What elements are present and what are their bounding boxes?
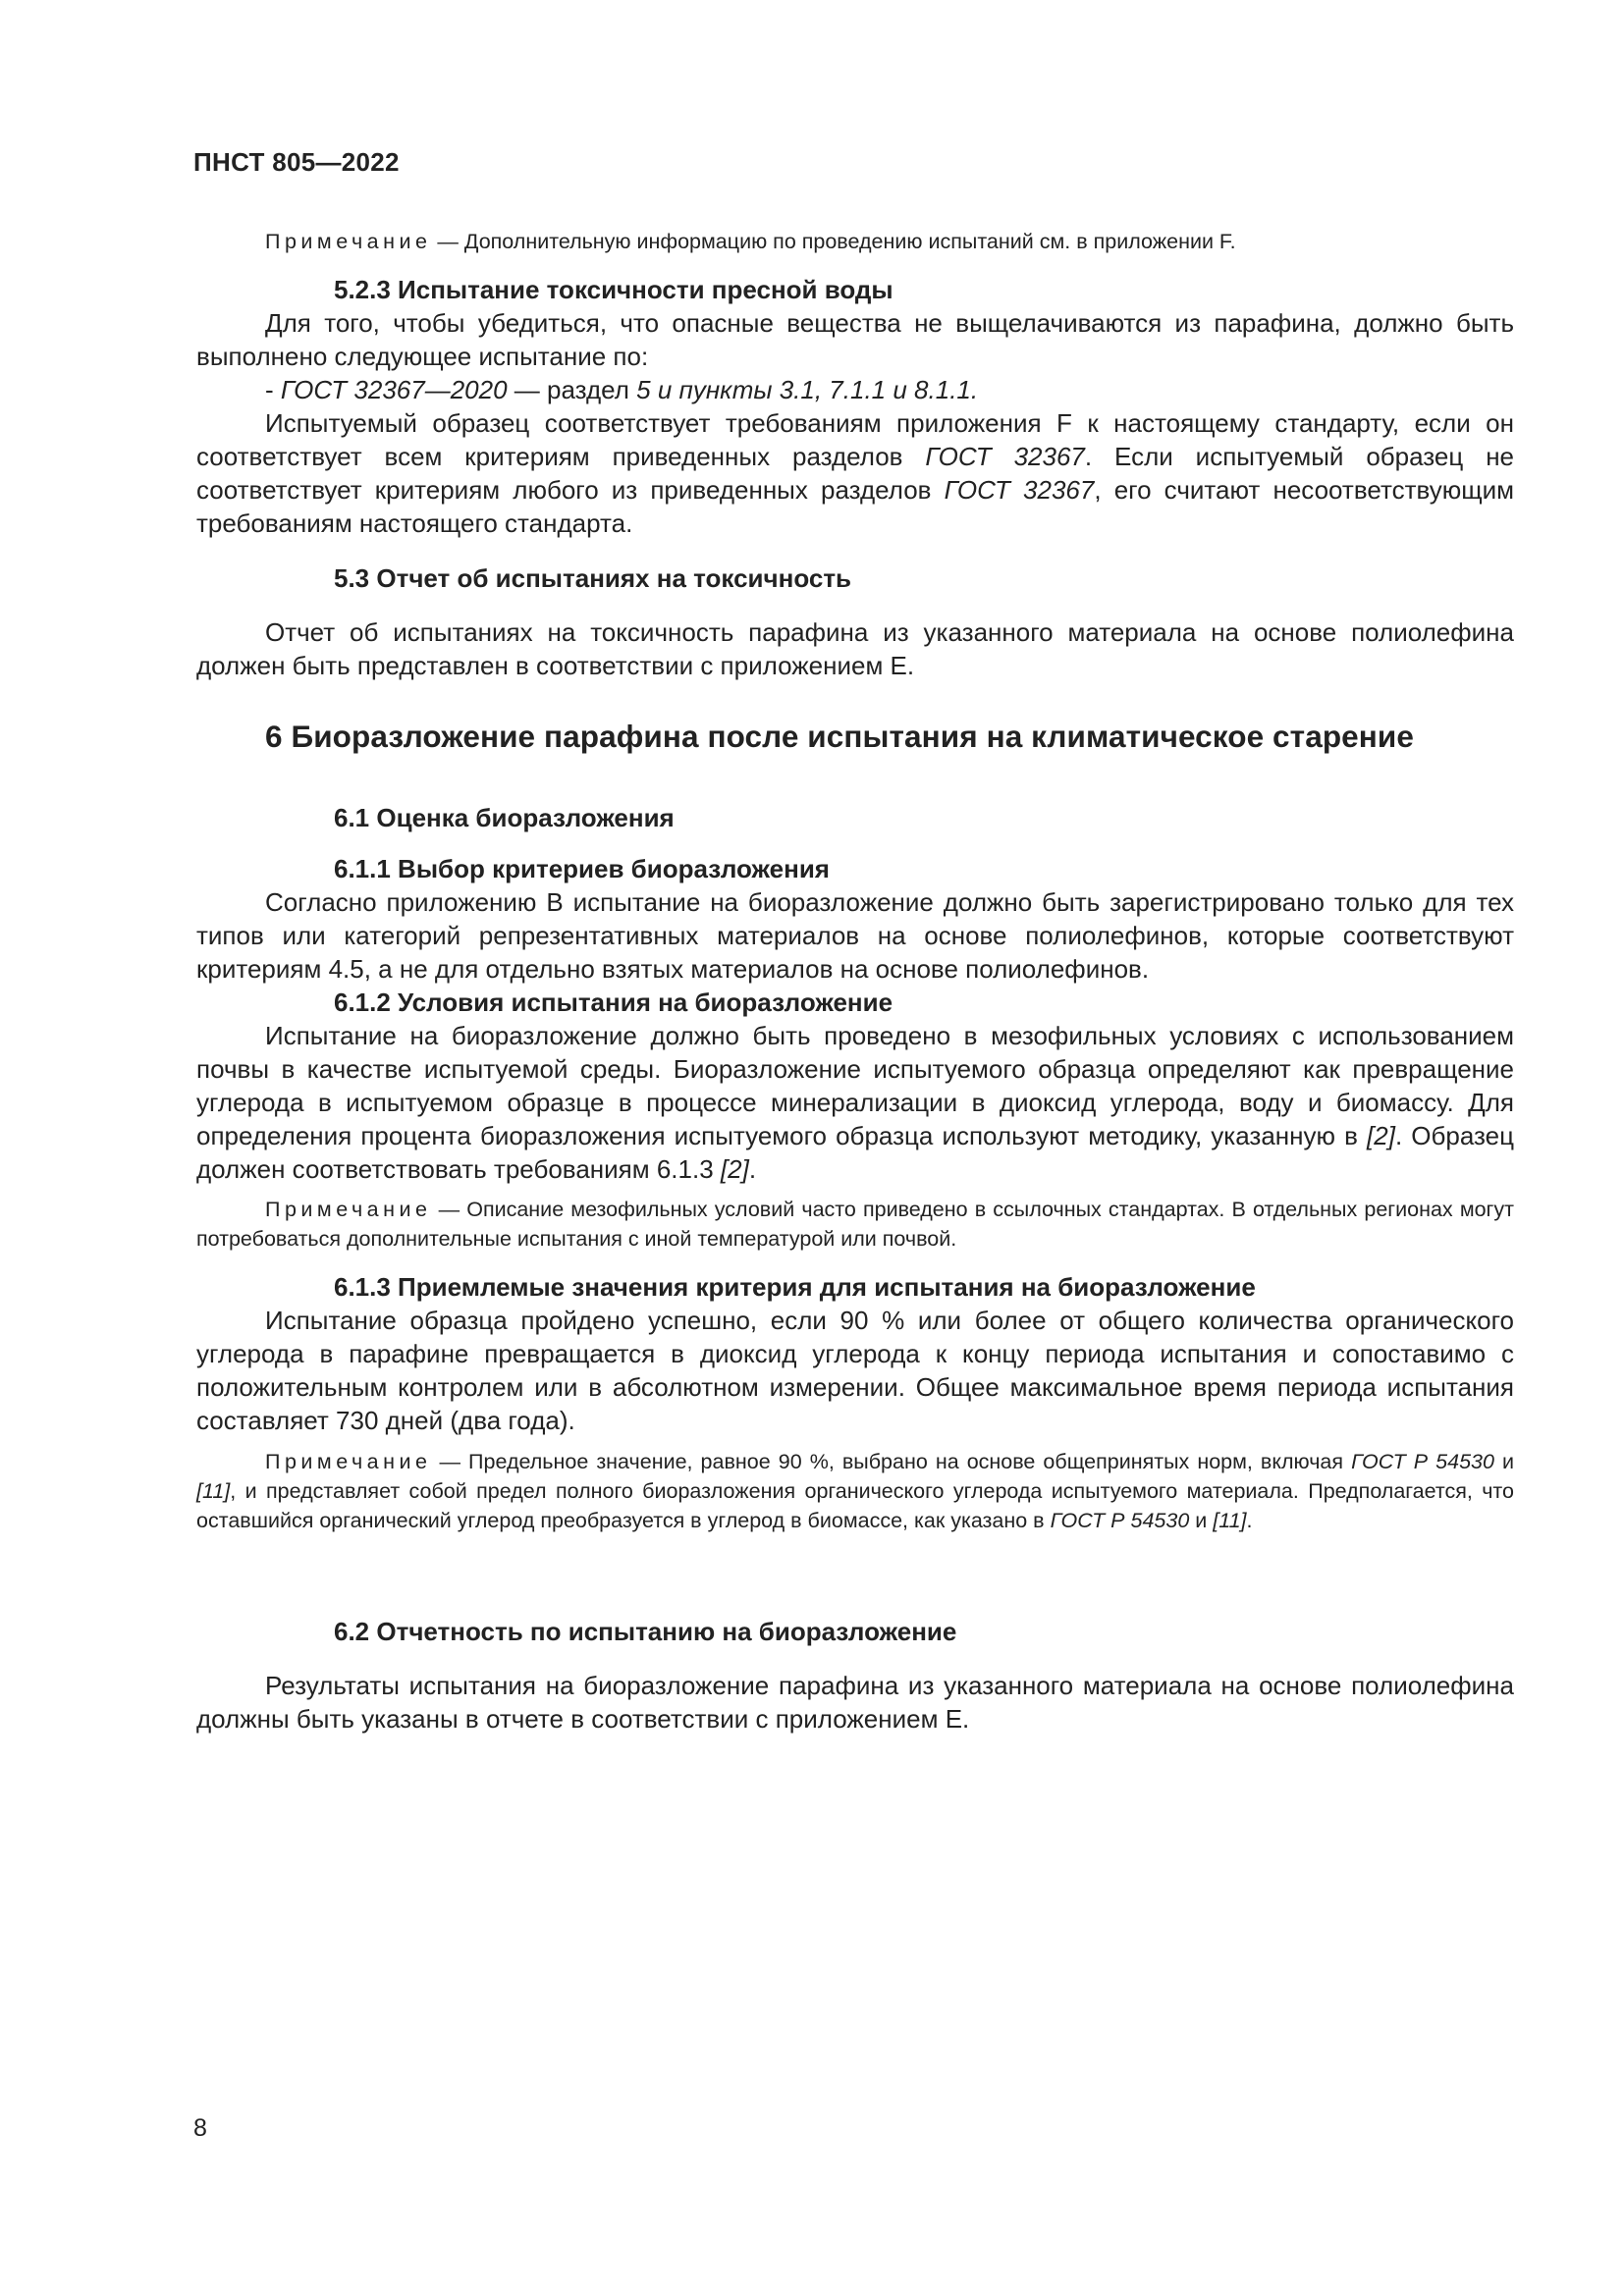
section-title: 6.1.2 Условия испытания на биоразложение <box>334 988 893 1017</box>
standard-reference: ГОСТ 32367 <box>944 475 1095 505</box>
section-6-1-3 <box>196 1270 1514 1437</box>
note-label: Примечание <box>265 1198 432 1221</box>
note-text: — Описание мезофильных условий часто приведено в ссылочных стандартах. В отдельных регионах могут потребоваться дополнительные испытания с иной температурой или почвой. <box>196 1198 1514 1251</box>
paragraph: Испытание на биоразложение должно быть проведено в мезофильных условиях с использованием почвы в качестве испытуемой среды. Биоразложение испытуемого образца определяют как превращение углерода в испытуемом образце в процессе минерализации в диоксид углерода, воду и биомассу. Для определения процента биоразложения испытуемого образца используют методику, указанную в [2]. Образец должен соответствовать требованиям 6.1.3 [2]. <box>196 1021 1515 1184</box>
section-title: 6.1 Оценка биоразложения <box>334 803 675 832</box>
note-threshold: Примечание — Предельное значение, равное 90 %, выбрано на основе общепринятых норм, включая ГОСТ Р 54530 и [11], и представляет собой предел полного биоразложения органического углерода испытуемого материала. Предполагается, что оставшийся органический углерод преобразуется в углерод в биомассе, как указано в ГОСТ Р 54530 и [11]. <box>196 1450 1515 1532</box>
note-label: Примечание <box>265 1450 432 1473</box>
chapter-title: 6 Биоразложение парафина после испытания на климатическое старение <box>265 719 1414 754</box>
section-6-1-2 <box>196 986 1514 1186</box>
paragraph: Отчет об испытаниях на токсичность парафина из указанного материала на основе полиолефина должен быть представлен в соответствии с приложением Е. <box>196 617 1514 680</box>
note-appendix-f <box>196 227 1514 256</box>
paragraph: Результаты испытания на биоразложение парафина из указанного материала на основе полиолефина должны быть указаны в отчете в соответствии с приложением Е. <box>196 1671 1514 1734</box>
bibliography-reference: [11] <box>196 1479 231 1503</box>
section-6-1-1 <box>196 852 1514 986</box>
bibliography-reference: [2] <box>720 1154 749 1184</box>
note-text: — Дополнительную информацию по проведению испытаний см. в приложении F. <box>431 230 1236 253</box>
paragraph: Испытание образца пройдено успешно, если 90 % или более от общего количества органического углерода в парафине превращается в диоксид углерода к концу периода испытания и сопоставимо с положительным контролем или в абсолютном измерении. Общее максимальное время периода испытания составляет 730 дней (два года). <box>196 1306 1514 1435</box>
paragraph: Для того, чтобы убедиться, что опасные вещества не выщелачиваются из парафина, должно быть выполнено следующее испытание по: <box>196 308 1514 371</box>
bibliography-reference: [2] <box>1367 1121 1395 1150</box>
section-5-3 <box>196 561 1514 682</box>
note-mesophilic <box>196 1195 1514 1254</box>
document-header-id: ПНСТ 805—2022 <box>193 147 400 177</box>
section-6 <box>196 717 1514 756</box>
paragraph: Испытуемый образец соответствует требованиям приложения F к настоящему стандарту, если он соответствует всем критериям приведенных разделов ГОСТ 32367. Если испытуемый образец не соответствует критериям любого из приведенных разделов ГОСТ 32367, его считают несоответствующим требованиям настоящего стандарта. <box>196 408 1515 538</box>
bibliography-reference: [11] <box>1213 1509 1247 1532</box>
standard-reference: ГОСТ Р 54530 <box>1050 1509 1190 1532</box>
list-item: - ГОСТ 32367—2020 — раздел 5 и пункты 3.1, 7.1.1 и 8.1.1. <box>265 375 979 404</box>
section-title: 5.2.3 Испытание токсичности пресной воды <box>334 275 893 304</box>
section-5-2-3 <box>196 273 1514 540</box>
page-number: 8 <box>193 2114 207 2142</box>
section-6-2 <box>196 1615 1514 1735</box>
section-title: 6.1.1 Выбор критериев биоразложения <box>334 854 830 883</box>
note-label: Примечание <box>265 230 432 253</box>
standard-reference: ГОСТ 32367 <box>925 442 1085 471</box>
section-6-1 <box>196 801 1514 834</box>
section-title: 5.3 Отчет об испытаниях на токсичность <box>334 563 852 593</box>
paragraph: Согласно приложению В испытание на биоразложение должно быть зарегистрировано только для тех типов или категорий репрезентативных материалов на основе полиолефинов, которые соответствуют критериям 4.5, а не для отдельно взятых материалов на основе полиолефинов. <box>196 887 1514 984</box>
section-title: 6.2 Отчетность по испытанию на биоразложение <box>334 1617 957 1646</box>
standard-reference: ГОСТ Р 54530 <box>1351 1450 1494 1473</box>
section-title: 6.1.3 Приемлемые значения критерия для испытания на биоразложение <box>334 1272 1256 1302</box>
standard-reference: ГОСТ 32367—2020 <box>280 375 508 404</box>
